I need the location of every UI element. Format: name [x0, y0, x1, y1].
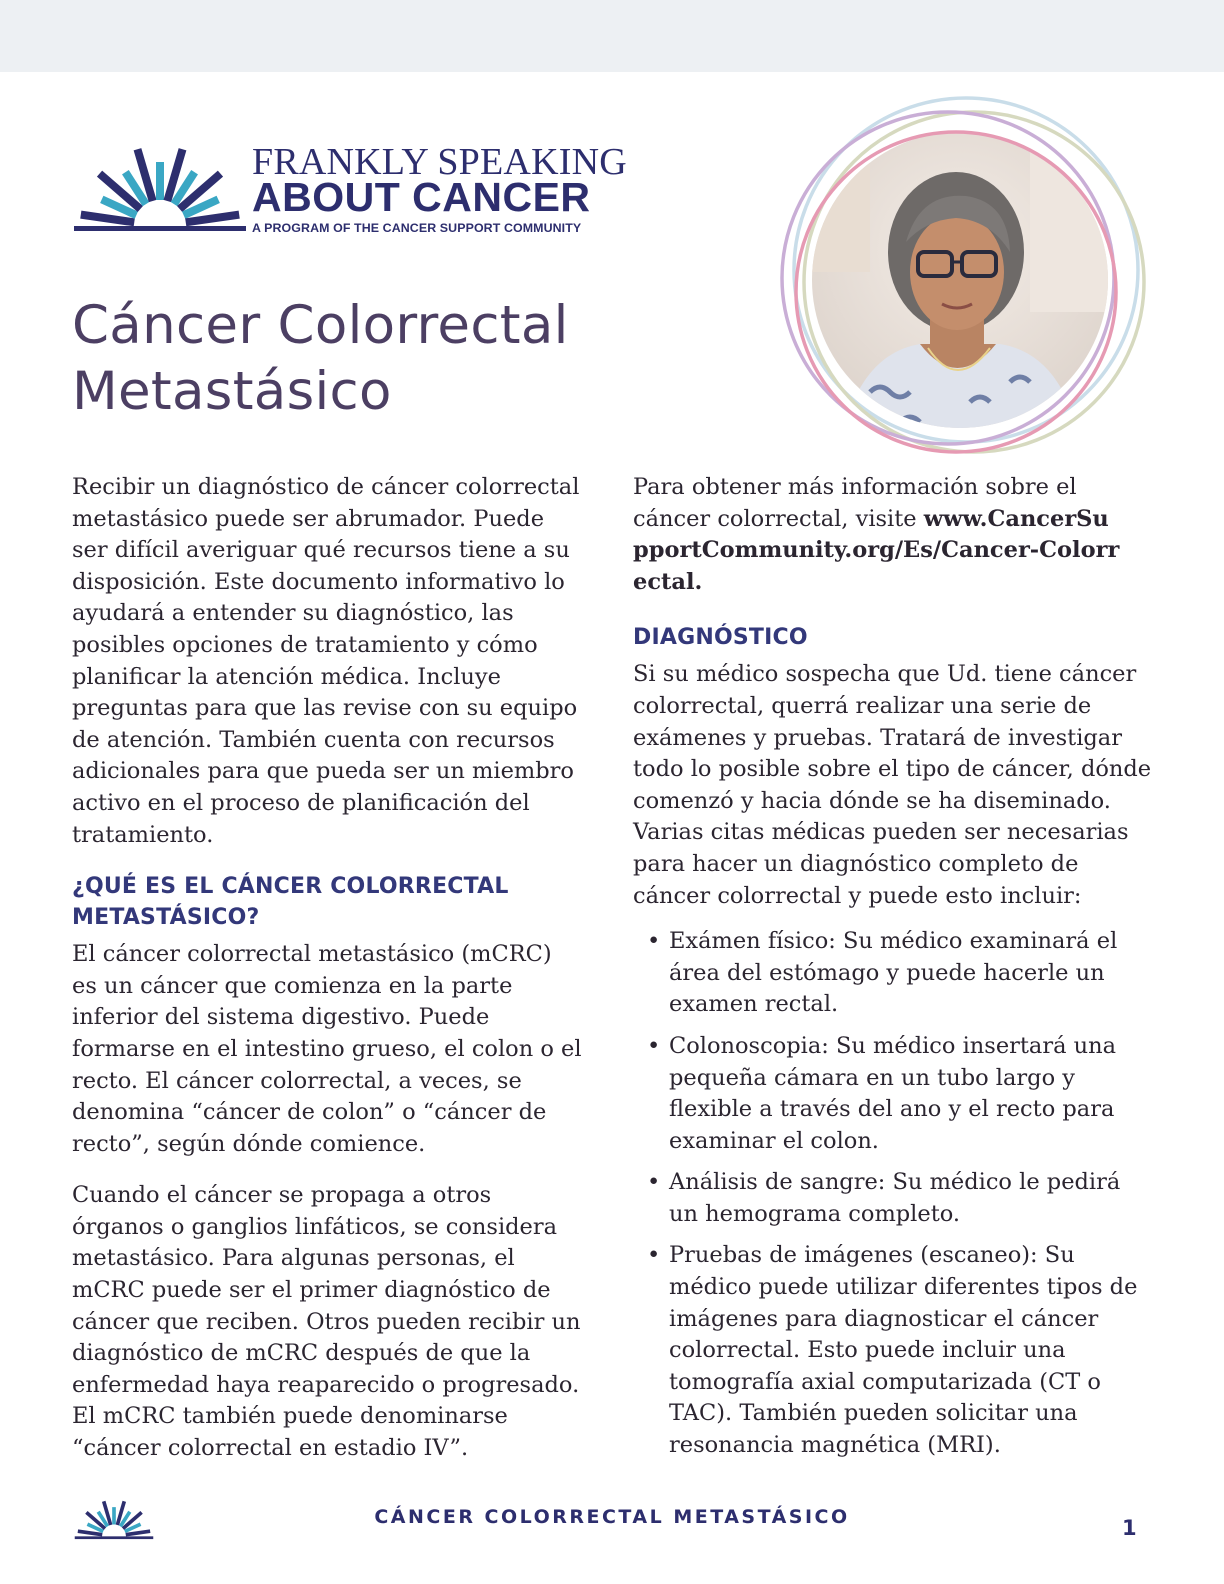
portrait-image	[770, 92, 1150, 467]
list-item: • Análisis de sangre: Su médico le pedirá un hemograma completo.	[633, 1167, 1153, 1230]
sunburst-ray	[126, 1531, 150, 1535]
list-item: • Exámen físico: Su médico examinará el área del estómago y puede hacerle un examen rectal.	[633, 926, 1153, 1021]
list-item: • Pruebas de imágenes (escaneo): Su médico puede utilizar diferentes tipos de imágenes para diagnosticar el cáncer colorrectal. Esto puede incluir una tomografía axial computarizada (CT o TAC). También pueden solicitar una resonancia magnética (MRI).	[633, 1240, 1153, 1461]
right-column	[633, 472, 1153, 1472]
list-item: • Colonoscopia: Su médico insertará una pequeña cámara en un tubo largo y flexible a través del ano y el recto para examinar el colon.	[633, 1031, 1153, 1157]
section-heading-diagnosis: DIAGNÓSTICO	[633, 625, 808, 651]
logo-tagline: A PROGRAM OF THE CANCER SUPPORT COMMUNITY	[252, 221, 582, 235]
what-is-paragraph-2: Cuando el cáncer se propaga a otros órganos o ganglios linfáticos, se considera metastásico. Para algunas personas, el mCRC puede ser el primer diagnóstico de cáncer que reciben. Otros pueden recibir un diagnóstico de mCRC después de que la enfermedad haya reaparecido o progresado. El mCRC también puede denominarse “cáncer colorrectal en estadio IV”.	[72, 1182, 581, 1462]
logo	[74, 140, 634, 240]
more-info-paragraph	[633, 472, 1123, 598]
logo-title-line2: ABOUT CANCER	[252, 174, 591, 220]
sunburst-ray	[78, 1531, 102, 1535]
page-number: 1	[1122, 1516, 1137, 1540]
top-band	[0, 0, 1224, 72]
logo-title-line1: FRANKLY SPEAKING	[252, 141, 627, 183]
more-info-link[interactable]: www.CancerSupportCommunity.org/Es/Cancer-Colorrectal.	[633, 505, 1120, 595]
page-title	[72, 293, 632, 425]
left-column	[72, 472, 582, 1485]
sunburst-ray	[81, 215, 134, 223]
what-is-paragraph-1: El cáncer colorrectal metastásico (mCRC) es un cáncer que comienza en la parte inferior del sistema digestivo. Puede formarse en el intestino grueso, el colon o el recto. El cáncer colorrectal, a veces, se denomina “cáncer de colon” o “cáncer de recto”, según dónde comience.	[72, 941, 582, 1157]
portrait-photo	[770, 92, 1150, 467]
page-title-line1: Cáncer Colorrectal	[72, 295, 569, 356]
sunburst-ray	[186, 215, 239, 223]
page-title-line2: Metastásico	[72, 361, 392, 422]
intro-paragraph: Recibir un diagnóstico de cáncer colorrectal metastásico puede ser abrumador. Puede ser difícil averiguar qué recursos tiene a su disposición. Este documento informativo lo ayudará a entender su diagnóstico, las posibles opciones de tratamiento y cómo planificar la atención médica. Incluye preguntas para que las revise con su equipo de atención. También cuenta con recursos adicionales para que pueda ser un miembro activo en el proceso de planificación del tratamiento.	[72, 474, 580, 848]
section-heading-what-is: ¿QUÉ ES EL CÁNCER COLORRECTAL METASTÁSICO?	[72, 874, 509, 931]
footer-title: CÁNCER COLORRECTAL METASTÁSICO	[374, 1506, 850, 1528]
diagnosis-list	[633, 926, 1153, 1462]
diagnosis-paragraph: Si su médico sospecha que Ud. tiene cáncer colorrectal, querrá realizar una serie de exámenes y pruebas. Tratará de investigar todo lo posible sobre el tipo de cáncer, dónde comenzó y hacia dónde se ha diseminado. Varias citas médicas pueden ser necesarias para hacer un diagnóstico completo de cáncer colorrectal y puede esto incluir:	[633, 661, 1152, 909]
sunburst-logo-icon	[74, 142, 246, 234]
more-info-text: Para obtener más información sobre el cáncer colorrectal, visite	[633, 474, 1077, 532]
